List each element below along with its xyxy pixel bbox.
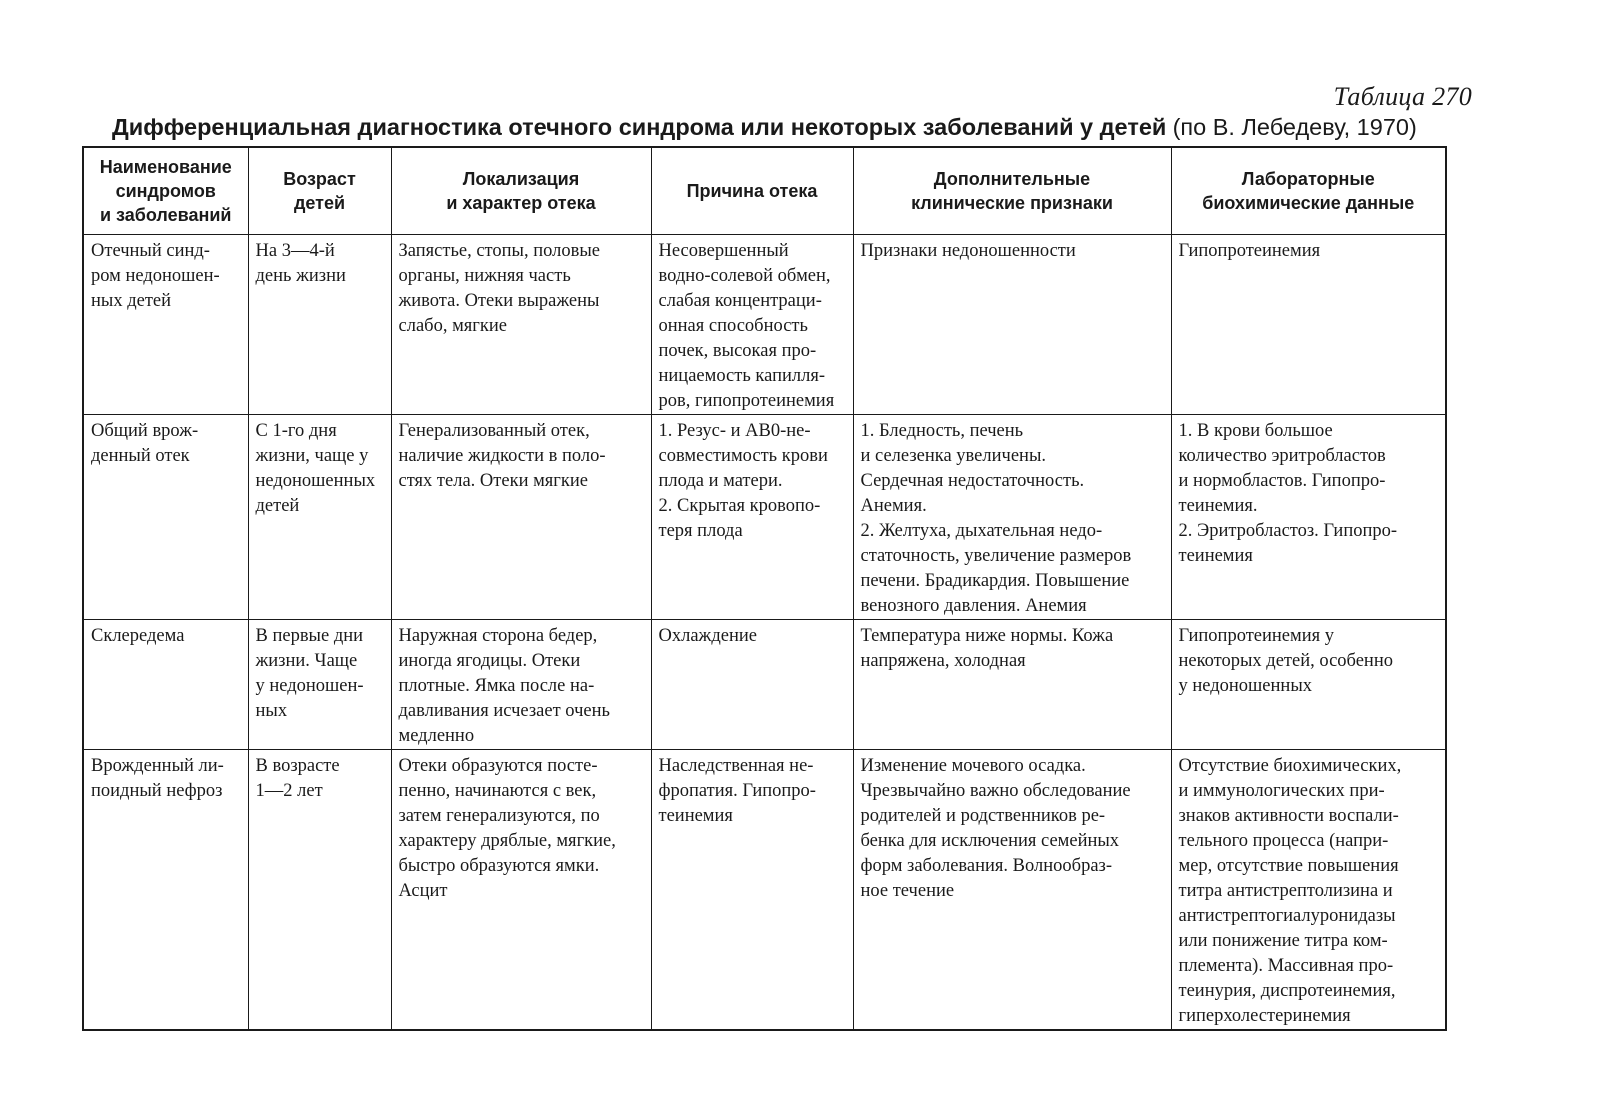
table-row xyxy=(83,415,1446,620)
cell-clinical-signs: Признаки недоношенности xyxy=(853,235,1171,415)
cell-lab-data: 1. В крови большое количество эритробластов и нормобластов. Гипопро- теинемия. 2. Эритробластоз. Гипопро- теинемия xyxy=(1171,415,1446,620)
cell-age: С 1-го дня жизни, чаще у недоношенных детей xyxy=(248,415,391,620)
cell-lab-data: Отсутствие биохимических, и иммунологических при- знаков активности воспали- тельного процесса (напри- мер, отсутствие повышения титра антистрептолизина и антистрептогиалуронидазы или понижение титра ком- племента). Массивная про- теинурия, диспротеинемия, гиперхолестеринемия xyxy=(1171,750,1446,1031)
cell-clinical-signs: Изменение мочевого осадка. Чрезвычайно важно обследование родителей и родственников ре- бенка для исключения семейных форм заболевания. Волнообраз- ное течение xyxy=(853,750,1171,1031)
cell-localization: Генерализованный отек, наличие жидкости в поло- стях тела. Отеки мягкие xyxy=(391,415,651,620)
header-lab-data: Лабораторные биохимические данные xyxy=(1171,147,1446,235)
cell-cause: Наследственная не- фропатия. Гипопро- теинемия xyxy=(651,750,853,1031)
cell-age: В первые дни жизни. Чаще у недоношен- ных xyxy=(248,620,391,750)
table-source: (по В. Лебедеву, 1970) xyxy=(1172,114,1417,140)
header-localization: Локализация и характер отека xyxy=(391,147,651,235)
cell-localization: Наружная сторона бедер, иногда ягодицы. Отеки плотные. Ямка после на- давливания исчезает очень медленно xyxy=(391,620,651,750)
cell-age: На 3—4-й день жизни xyxy=(248,235,391,415)
header-cause: Причина отека xyxy=(651,147,853,235)
header-row xyxy=(83,147,1446,235)
cell-cause: Охлаждение xyxy=(651,620,853,750)
cell-name: Склередема xyxy=(83,620,248,750)
table-number: Таблица 270 xyxy=(1333,82,1472,111)
cell-localization: Запястье, стопы, половые органы, нижняя часть живота. Отеки выражены слабо, мягкие xyxy=(391,235,651,415)
cell-name: Общий врож- денный отек xyxy=(83,415,248,620)
cell-localization: Отеки образуются посте- пенно, начинаются с век, затем генерализуются, по характеру дряблые, мягкие, быстро образуются ямки. Асцит xyxy=(391,750,651,1031)
cell-lab-data: Гипопротеинемия xyxy=(1171,235,1446,415)
cell-age: В возрасте 1—2 лет xyxy=(248,750,391,1031)
cell-lab-data: Гипопротеинемия у некоторых детей, особенно у недоношенных xyxy=(1171,620,1446,750)
table-row xyxy=(83,620,1446,750)
header-age: Возраст детей xyxy=(248,147,391,235)
cell-name: Отечный синд- ром недоношен- ных детей xyxy=(83,235,248,415)
cell-cause: Несовершенный водно-солевой обмен, слабая концентраци- онная способность почек, высокая про- ницаемость капилля- ров, гипопротеинемия xyxy=(651,235,853,415)
cell-clinical-signs: Температура ниже нормы. Кожа напряжена, холодная xyxy=(853,620,1171,750)
table-caption xyxy=(112,114,1492,142)
table-title: Дифференциальная диагностика отечного синдрома или некоторых заболеваний у детей xyxy=(112,114,1167,140)
cell-cause: 1. Резус- и АВ0-не- совместимость крови плода и матери. 2. Скрытая кровопо- теря плода xyxy=(651,415,853,620)
cell-clinical-signs: 1. Бледность, печень и селезенка увеличены. Сердечная недостаточность. Анемия. 2. Желтуха, дыхательная недо- статочность, увеличение размеров печени. Брадикардия. Повышение венозного давления. Анемия xyxy=(853,415,1171,620)
differential-diagnosis-table xyxy=(82,146,1447,1031)
cell-name: Врожденный ли- поидный нефроз xyxy=(83,750,248,1031)
table-row xyxy=(83,235,1446,415)
table-row xyxy=(83,750,1446,1031)
header-clinical-signs: Дополнительные клинические признаки xyxy=(853,147,1171,235)
header-name: Наименование синдромов и заболеваний xyxy=(83,147,248,235)
